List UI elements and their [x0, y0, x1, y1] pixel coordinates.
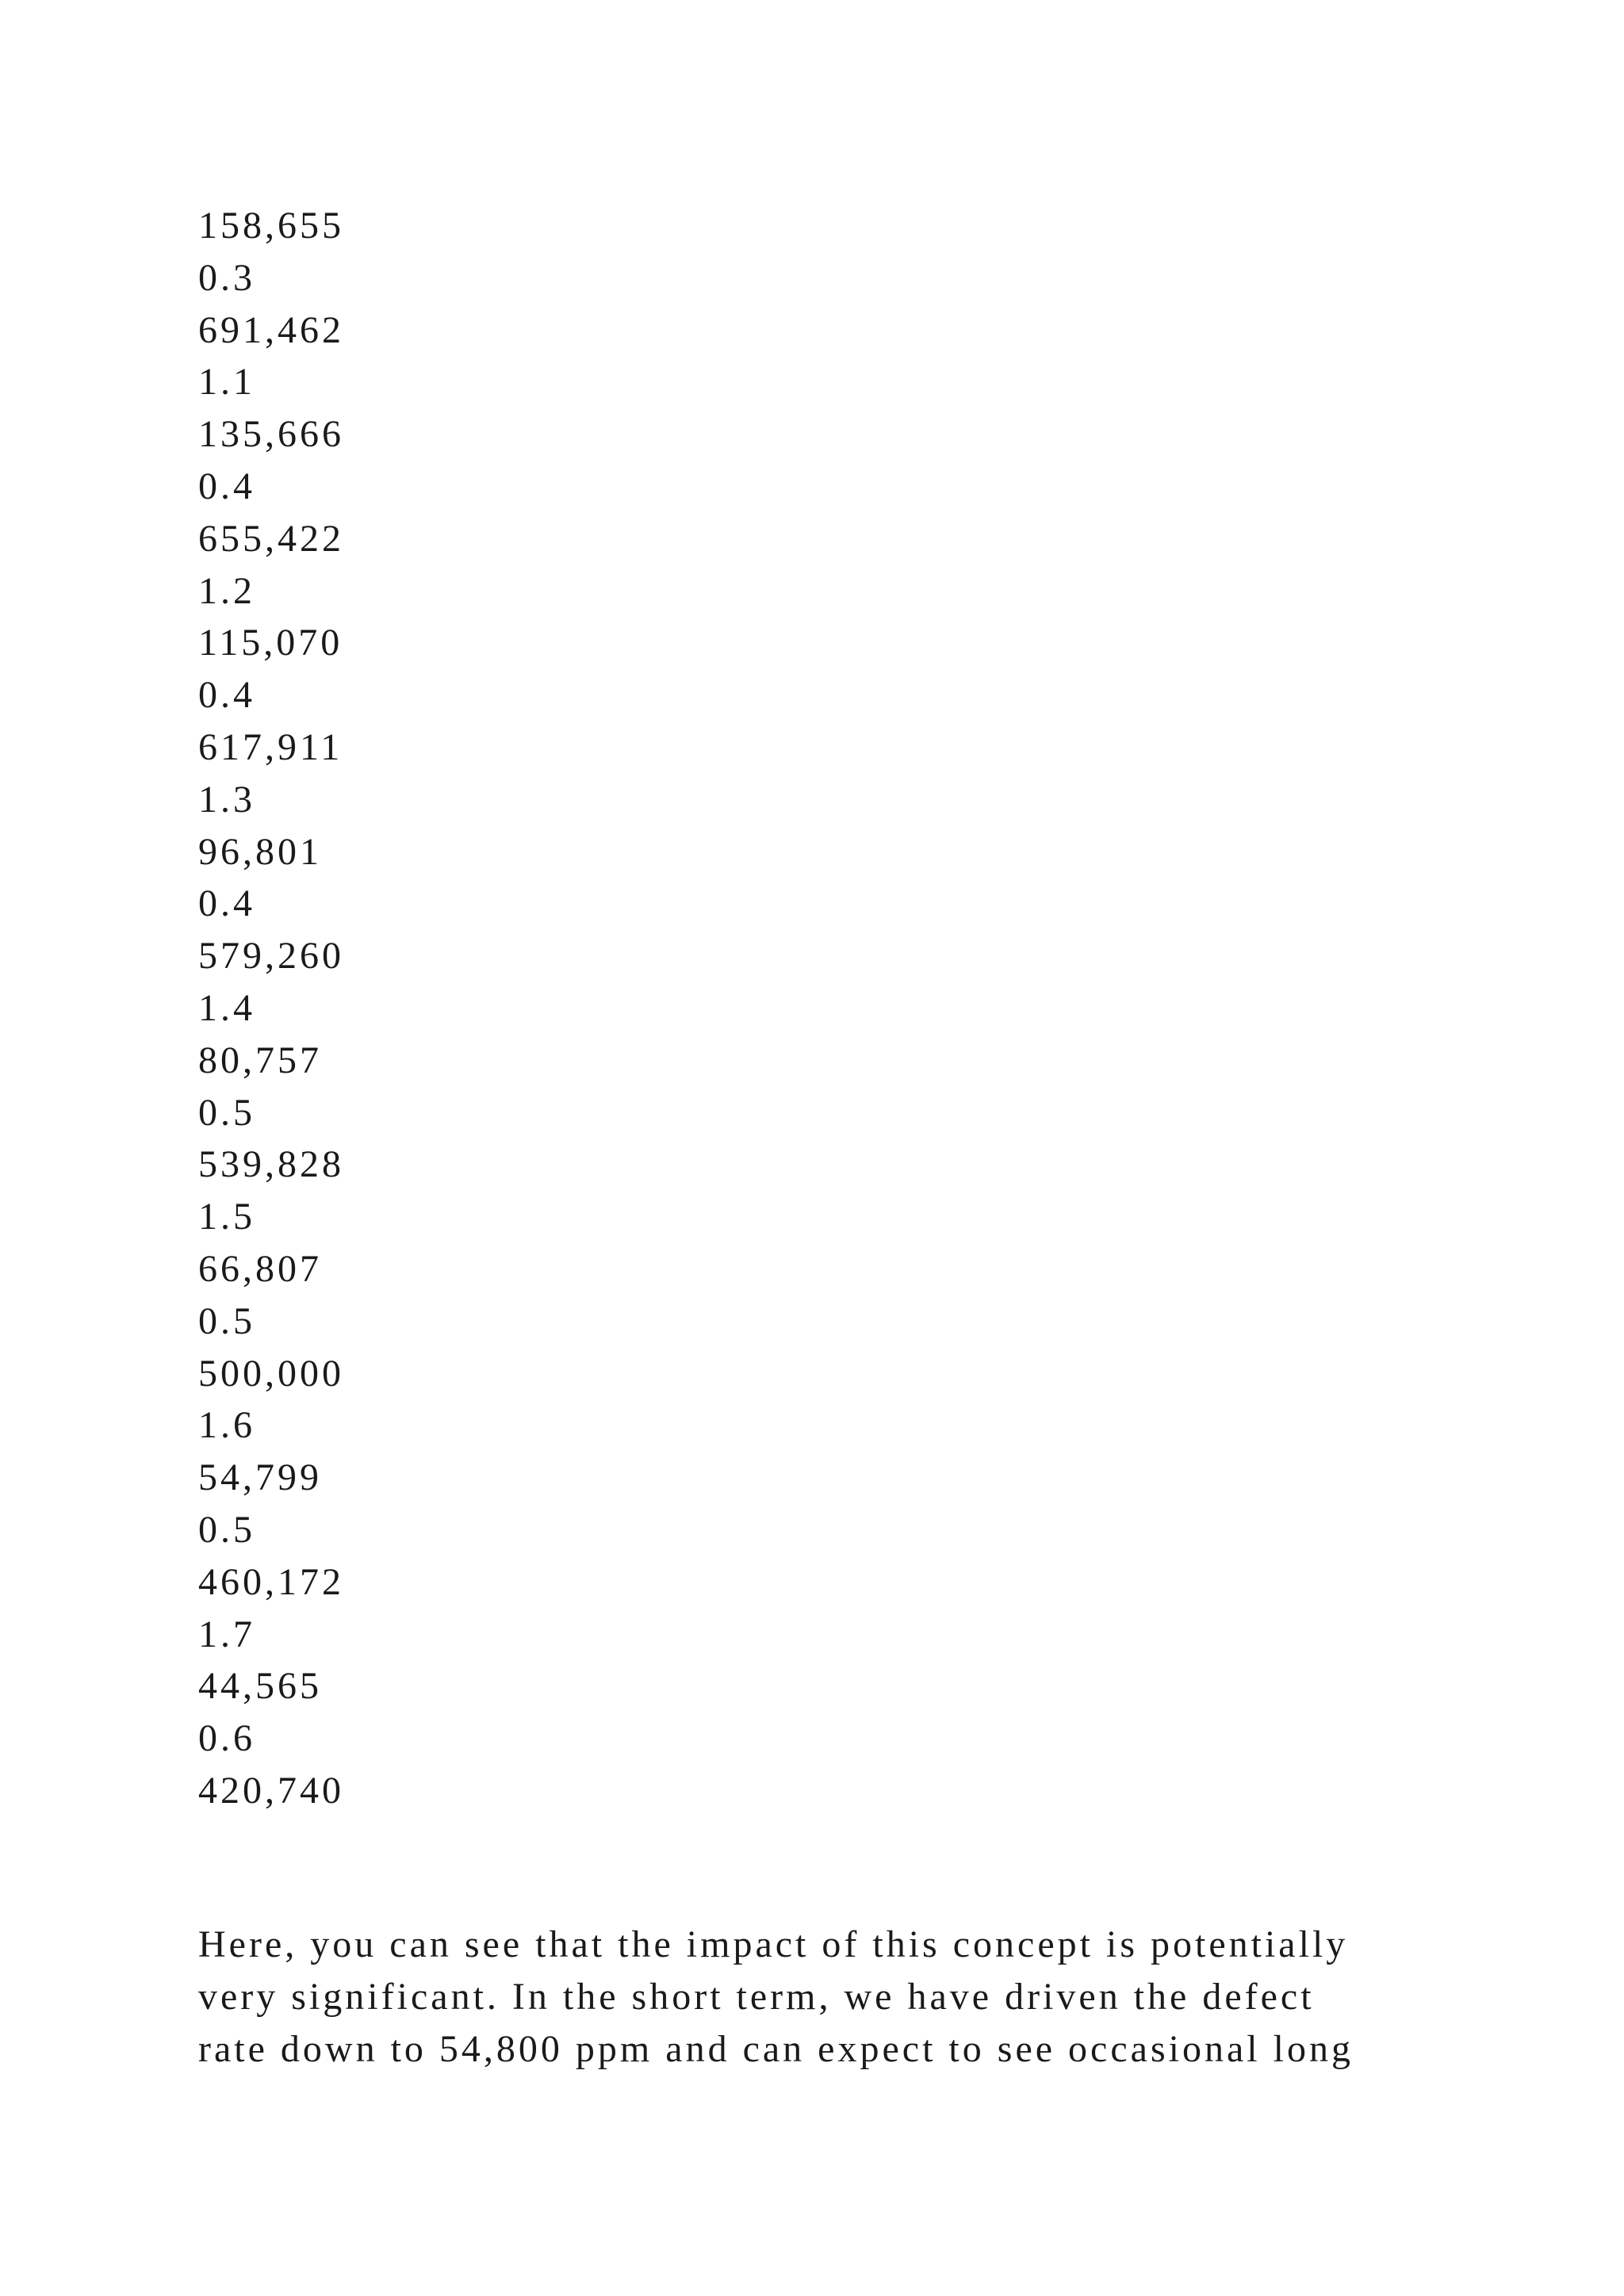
value-line: 0.3	[198, 256, 255, 299]
paragraph-line: very significant. In the short term, we have driven the defect	[198, 1976, 1315, 2018]
body-paragraph	[198, 1919, 1354, 2076]
value-line: 691,462	[198, 308, 344, 351]
value-line: 54,799	[198, 1456, 322, 1499]
value-line: 1.2	[198, 569, 255, 612]
value-line: 44,565	[198, 1665, 322, 1708]
value-line: 115,070	[198, 622, 343, 664]
value-line: 460,172	[198, 1560, 344, 1603]
paragraph-line: Here, you can see that the impact of this concept is potentially	[198, 1923, 1349, 1965]
value-line: 66,807	[198, 1247, 322, 1290]
value-line: 0.5	[198, 1091, 255, 1134]
value-line: 420,740	[198, 1769, 344, 1812]
value-line: 539,828	[198, 1143, 344, 1186]
value-line: 0.5	[198, 1299, 255, 1342]
value-line: 1.3	[198, 778, 255, 821]
value-line: 1.4	[198, 986, 255, 1029]
value-line: 0.4	[198, 882, 255, 925]
value-line: 1.5	[198, 1196, 255, 1238]
value-line: 1.7	[198, 1613, 255, 1655]
values-list	[198, 200, 344, 1817]
value-line: 135,666	[198, 413, 344, 456]
value-line: 0.4	[198, 674, 255, 717]
value-line: 1.1	[198, 361, 255, 404]
value-line: 80,757	[198, 1039, 322, 1081]
value-line: 96,801	[198, 830, 322, 873]
value-line: 579,260	[198, 935, 344, 978]
value-line: 0.6	[198, 1717, 255, 1760]
value-line: 655,422	[198, 517, 344, 560]
paragraph-line: rate down to 54,800 ppm and can expect to see occasional long	[198, 2028, 1354, 2070]
value-line: 617,911	[198, 725, 343, 768]
value-line: 500,000	[198, 1352, 344, 1395]
value-line: 158,655	[198, 205, 344, 247]
value-line: 0.4	[198, 465, 255, 507]
value-line: 0.5	[198, 1508, 255, 1551]
value-line: 1.6	[198, 1404, 255, 1447]
